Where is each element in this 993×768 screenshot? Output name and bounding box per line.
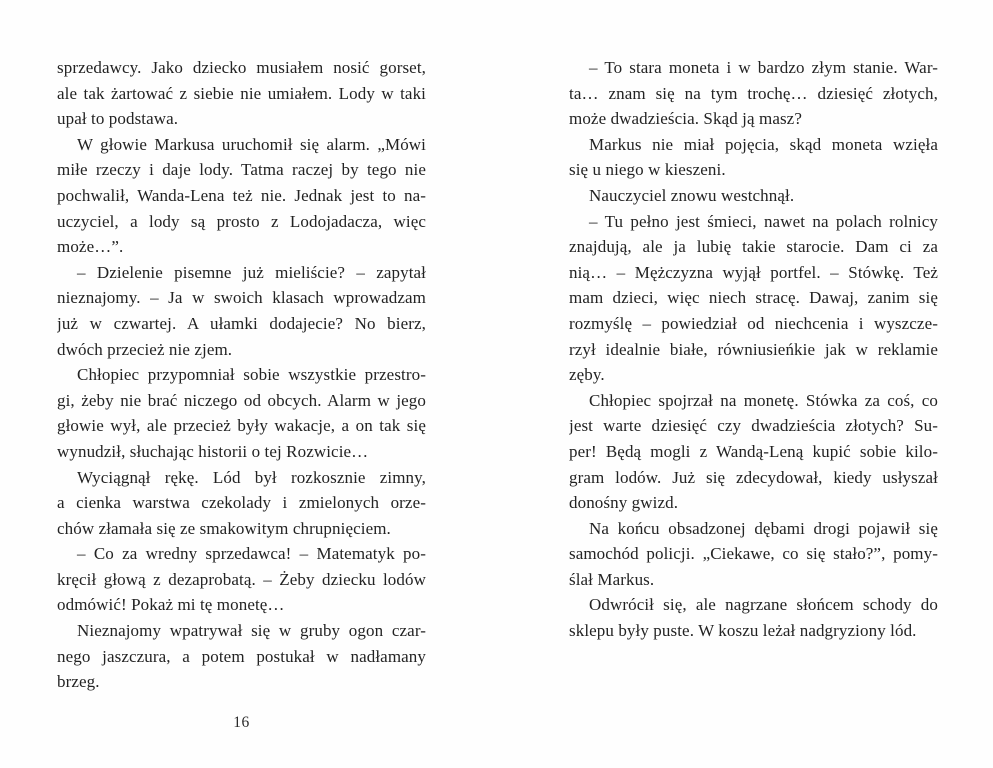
text-line: znajdują, ale ja lubię takie starocie. Dam ci za — [569, 237, 938, 257]
text-line: – To stara moneta i w bardzo złym stanie. War- — [589, 58, 938, 77]
text-line: – Dzielenie pisemne już mieliście? – zapytał — [77, 262, 426, 282]
text-line: per! Będą mogli z Wandą-Leną kupić sobie kilo- — [569, 441, 938, 461]
text-line: może…”. — [57, 237, 124, 257]
left-page-text — [57, 55, 426, 695]
text-line: ta… znam się na tym trochę… dziesięć złotych, — [569, 83, 938, 103]
text-line: rozmyślę – powiedział od niechcenia i wyszcze- — [569, 313, 938, 333]
text-line: nią… – Mężczyzna wyjął portfel. – Stówkę. Też — [569, 262, 938, 282]
text-line: chów złamała się ze smakowitym chrupnięciem. — [57, 518, 391, 538]
text-line: wynudził, słuchając historii o tej Rozwicie… — [57, 441, 369, 461]
text-line: Odwrócił się, ale nagrzane słońcem schody do — [589, 595, 938, 615]
text-line: Wyciągnął rękę. Lód był rozkosznie zimny, — [77, 467, 426, 487]
text-line: gram lodów. Już się zdecydował, kiedy usłyszał — [569, 467, 938, 487]
text-line: – Tu pełno jest śmieci, nawet na polach rolnicy — [589, 211, 938, 231]
text-line: odmówić! Pokaż mi tę monetę… — [57, 595, 285, 615]
text-line: Chłopiec spojrzał na monetę. Stówka za coś, co — [589, 390, 938, 410]
text-line: zęby. — [569, 365, 605, 385]
text-line: donośny gwizd. — [569, 493, 679, 513]
text-line: W głowie Markusa uruchomił się alarm. „Mówi — [77, 134, 426, 154]
text-line: kręcił głową z dezaprobatą. – Żeby dziecku lodów — [57, 569, 426, 589]
text-line: Chłopiec przypomniał sobie wszystkie przestro- — [77, 365, 426, 385]
text-line: Nauczyciel znowu westchnął. — [589, 185, 795, 205]
page-number: 16 — [233, 714, 250, 731]
text-line: gi, żeby nie brać niczego od obcych. Alarm w jego — [57, 390, 426, 410]
text-line: Na końcu obsadzonej dębami drogi pojawił się — [589, 518, 938, 538]
text-line: uczyciel, a lody są prosto z Lodojadacza, więc — [57, 211, 426, 231]
text-line: się u niego w kieszeni. — [569, 160, 726, 180]
text-line: ale tak żartować z siebie nie umiałem. Lody w taki — [57, 83, 426, 103]
text-line: nego jaszczura, a potem postukał w nadłamany — [57, 646, 426, 666]
text-line: ślał Markus. — [569, 569, 655, 589]
right-page-text — [569, 55, 938, 644]
text-line: nieznajomy. – Ja w swoich klasach wprowadzam — [57, 288, 426, 308]
text-line: jest warte dziesięć czy dwadzieścia złotych? Su- — [569, 416, 938, 436]
text-line: rzył idealnie białe, równiusieńkie jak w reklamie — [569, 339, 938, 359]
text-line: głowie wył, ale przecież były wakacje, a on tak się — [57, 416, 426, 436]
text-line: a cienka warstwa czekolady i zmielonych orze- — [57, 493, 426, 513]
text-line: sklepu były puste. W koszu leżał nadgryziony lód. — [569, 621, 917, 641]
text-line: mam dzieci, więc niech stracę. Dawaj, zanim się — [569, 288, 938, 308]
text-line: samochód policji. „Ciekawe, co się stało?”, pomy- — [569, 544, 938, 564]
text-line: – Co za wredny sprzedawca! – Matematyk po- — [77, 544, 426, 564]
text-line: upał to podstawa. — [57, 109, 179, 129]
text-line: Nieznajomy wpatrywał się w gruby ogon czar- — [77, 621, 426, 641]
text-line: pochwalił, Wanda-Lena też nie. Jednak jest to na- — [57, 185, 426, 205]
text-line: dwóch przecież nie zjem. — [57, 339, 233, 359]
text-line: brzeg. — [57, 672, 100, 692]
text-line: już w czwartej. A ułamki dodajecie? No bierz, — [57, 313, 426, 333]
text-line: Markus nie miał pojęcia, skąd moneta wzięła — [589, 134, 938, 154]
text-line: miłe rzeczy i daje lody. Tatma raczej by tego nie — [57, 160, 426, 180]
text-line: sprzedawcy. Jako dziecko musiałem nosić gorset, — [57, 58, 426, 77]
text-line: może dwadzieścia. Skąd ją masz? — [569, 109, 802, 129]
